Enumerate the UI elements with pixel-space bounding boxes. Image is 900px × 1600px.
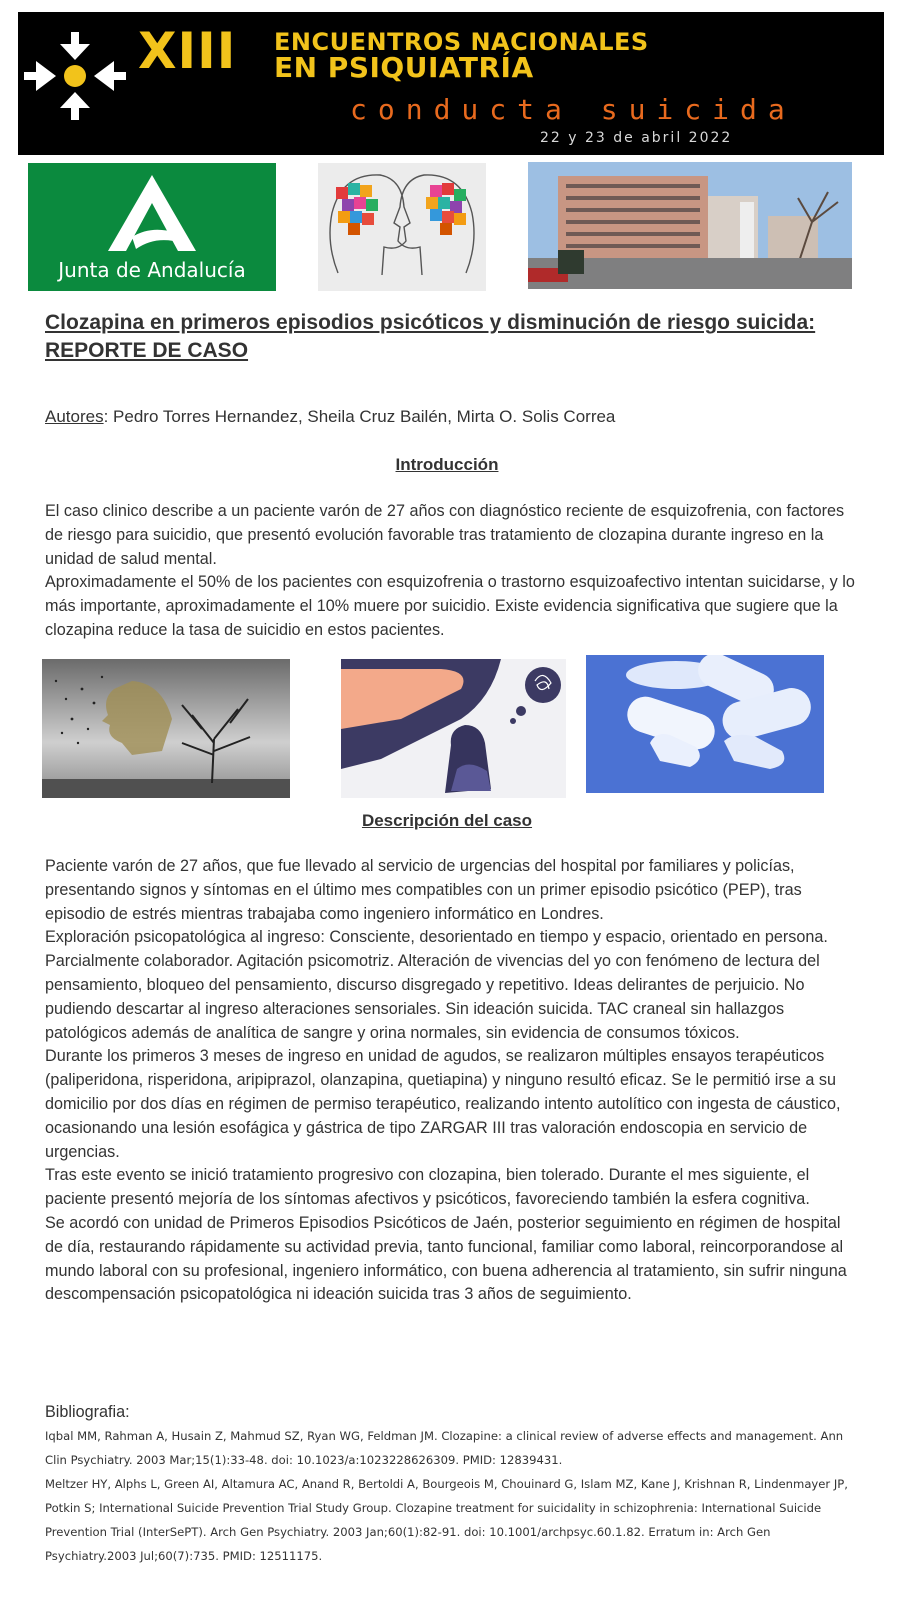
case-paragraph: Exploración psicopatológica al ingreso: Consciente, desorientado en tiempo y espacio, orientado en persona. Parcialmente colaborador. Agitación psicomotriz. Alteración de vivencias del yo con fenómeno de lectura del pensamiento, bloqueo del pensamiento, discurso disgregado y repetitivo. Ideas delirantes de perjuicio. No pudiendo descartar al ingreso alteraciones sensoriales. Sin ideación suicida. TAC craneal sin hallazgos patológicos además de analítica de sangre y orina normales, sin evidencia de consumos tóxicos. xyxy=(45,928,828,1042)
hospital-building-photo xyxy=(528,162,852,289)
event-banner xyxy=(18,12,884,155)
bibliography-heading: Bibliografia: xyxy=(45,1403,130,1421)
reference-item: Iqbal MM, Rahman A, Husain Z, Mahmud SZ, Ryan WG, Feldman JM. Clozapine: a clinical review of adverse effects and management. Ann Clin Psychiatry. 2003 Mar;15(1):33-48. doi: 10.1023/a:1023228626309. PMID: 12839431. xyxy=(45,1429,844,1467)
intro-paragraph: Aproximadamente el 50% de los pacientes con esquizofrenia o trastorno esquizoafectivo intentan suicidarse, y lo más importante, aproximadamente el 10% muere por suicidio. Existe evidencia significativa que sugiere que la clozapina reduce la tasa de suicidio en estos pacientes. xyxy=(45,573,855,639)
authors-label: Autores xyxy=(45,407,104,426)
authors-line xyxy=(45,406,615,428)
face-tree-birds-image xyxy=(42,659,290,798)
poster-title: Clozapina en primeros episodios psicóticos y disminución de riesgo suicida: REPORTE DE CASO xyxy=(45,311,816,362)
edition-number: XIII xyxy=(138,22,237,80)
banner-dates: 22 y 23 de abril 2022 xyxy=(540,130,733,146)
case-paragraph: Paciente varón de 27 años, que fue llevado al servicio de urgencias del hospital por familiares y policías, presentando signos y síntomas en el último mes compatibles con un primer episodio psicótico (PEP), tras episodio de estrés mientras trabajaba como ingeniero informático en Londres. xyxy=(45,857,802,923)
case-heading: Descripción del caso xyxy=(361,811,533,830)
case-body xyxy=(45,855,857,1307)
case-paragraph: Tras este evento se inició tratamiento progresivo con clozapina, bien tolerado. Durante el mes siguiente, el paciente presentó mejoría de los síntomas afectivos y psicóticos, favoreciendo también la esfera cognitiva. xyxy=(45,1166,810,1209)
banner-title-line-1: ENCUENTROS NACIONALES xyxy=(274,28,649,56)
authors-names: : Pedro Torres Hernandez, Sheila Cruz Bailén, Mirta O. Solis Correa xyxy=(103,407,616,426)
reference-item: Meltzer HY, Alphs L, Green AI, Altamura AC, Anand R, Bertoldi A, Bourgeois M, Chouinard G, Islam MZ, Kane J, Krishnan R, Lindenmayer JP, Potkin S; International Suicide Prevention Trial Study Group. Clozapine treatment for suicidality in schizophrenia: International Suicide Prevention Trial (InterSePT). Arch Gen Psychiatry. 2003 Jan;60(1):82-91. doi: 10.1001/archpsyc.60.1.82. Erratum in: Arch Gen Psychiatry.2003 Jul;60(7):735. PMID: 12511175. xyxy=(45,1477,848,1563)
pills-photo xyxy=(586,655,824,793)
case-paragraph: Se acordó con unidad de Primeros Episodios Psicóticos de Jaén, posterior seguimiento en régimen de hospital de día, restaurando rápidamente su actividad previa, tanto funcional, familiar como laboral, reincorporandose al mundo laboral con su profesional, ingeniero informático, con buena adherencia al tratamiento, sin sufrir ninguna descompensación psicopatológica ni ideación suicida tras 3 años de seguimiento. xyxy=(45,1213,847,1304)
intro-heading: Introducción xyxy=(395,455,499,474)
puzzle-brains-image xyxy=(318,163,486,291)
arrows-converging-icon xyxy=(20,26,132,130)
junta-andalucia-logo xyxy=(28,163,276,291)
intro-paragraph: El caso clinico describe a un paciente varón de 27 años con diagnóstico reciente de esquizofrenia, con factores de riesgo para suicidio, que presentó evolución favorable tras tratamiento de clozapina durante ingreso en la unidad de salud mental. xyxy=(45,502,845,568)
banner-title-line-2: EN PSIQUIATRÍA xyxy=(274,51,534,84)
helping-hand-illustration xyxy=(341,659,566,798)
junta-logo-text: Junta de Andalucía xyxy=(58,258,246,282)
case-paragraph: Durante los primeros 3 meses de ingreso en unidad de agudos, se realizaron múltiples ensayos terapéuticos (paliperidona, risperidona, aripiprazol, olanzapina, quetiapina) y ninguno resultó eficaz. Se le permitió irse a su domicilio por dos días en régimen de permiso terapéutico, realizando intento autolítico con ingesta de cáustico, ocasionando una lesión esofágica y gástrica de tipo ZARGAR III tras valoración endoscopia en servicio de urgencias. xyxy=(45,1047,841,1161)
banner-subtitle: conducta suicida xyxy=(350,93,796,126)
intro-body xyxy=(45,500,857,643)
bibliography-list xyxy=(45,1424,857,1568)
